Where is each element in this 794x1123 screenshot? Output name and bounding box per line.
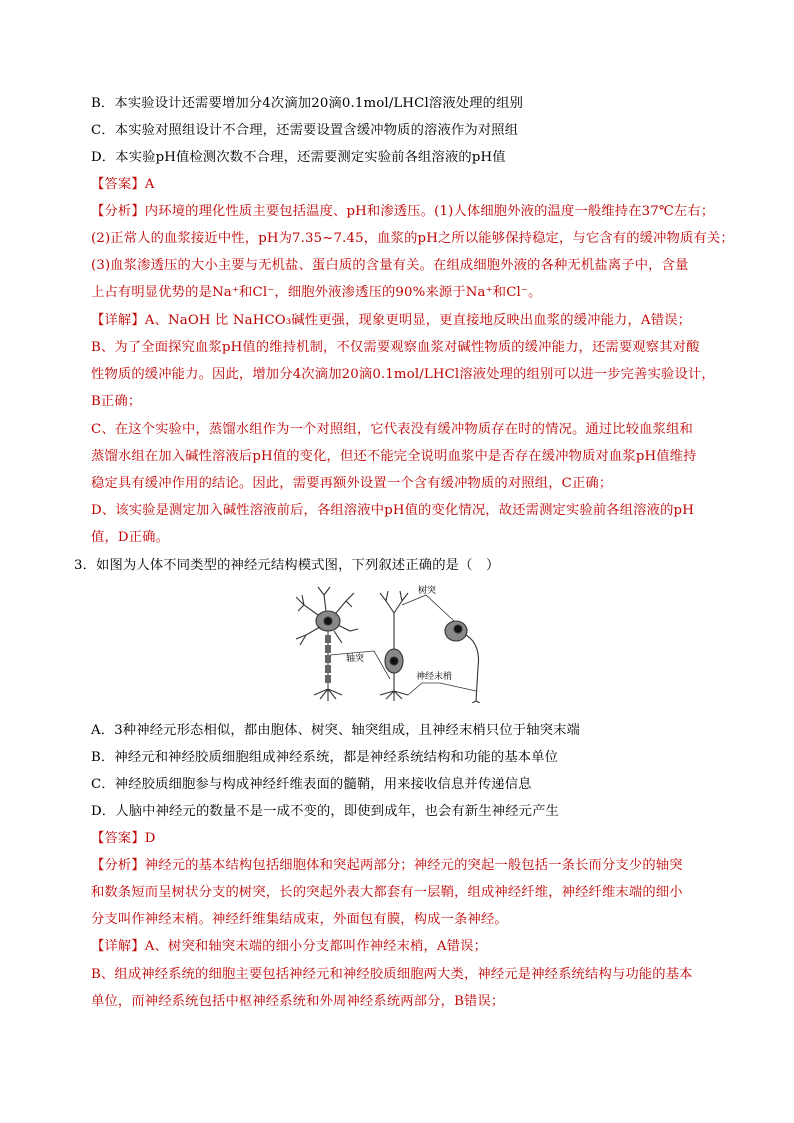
- q2-analysis-line-3: (3)血浆渗透压的大小主要与无机盐、蛋白质的含量有关。在组成细胞外液的各种无机盐离子中，含量: [91, 258, 689, 273]
- q2-detail-line-8: D、该实验是测定加入碱性溶液前后，各组溶液中pH值的变化情况，故还需测定实验前各组溶液的pH: [91, 503, 694, 518]
- q2-option-d: D．本实验pH值检测次数不合理，还需要测定实验前各组溶液的pH值: [91, 150, 506, 165]
- q3-analysis-line-3: 分支叫作神经末梢。神经纤维集结成束，外面包有膜，构成一条神经。: [91, 912, 508, 927]
- q3-analysis-text-1: 神经元的基本结构包括细胞体和突起两部分；神经元的突起一般包括一条长而分支少的轴突: [144, 858, 683, 873]
- q3-detail-tag: 【详解】: [91, 939, 145, 954]
- q3-detail-text-1: A、树突和轴突末端的细小分支都叫作神经末梢，A错误；: [144, 939, 488, 954]
- q3-detail-line-3: 单位，而神经系统包括中枢神经系统和外周神经系统两部分，B错误；: [91, 994, 505, 1009]
- neuron-multipolar: [296, 587, 358, 701]
- q2-detail-line-1: [91, 312, 731, 330]
- q3-analysis-line-1: [91, 857, 731, 875]
- q2-analysis-tag: 【分析】: [91, 204, 145, 219]
- q3-option-d: D．人脑中神经元的数量不是一成不变的，即使到成年，也会有新生神经元产生: [91, 804, 560, 819]
- label-nerve-ending: 神经末梢: [416, 672, 453, 682]
- q3-answer-value: D: [144, 831, 156, 846]
- q2-detail-line-9: 值，D正确。: [91, 530, 170, 545]
- q2-answer-tag: 【答案】: [91, 177, 145, 192]
- q2-detail-line-7: 稳定具有缓冲作用的结论。因此，需要再额外设置一个含有缓冲物质的对照组，C正确；: [91, 476, 613, 491]
- q3-answer-tag: 【答案】: [91, 831, 145, 846]
- q2-detail-line-2: B、为了全面探究血浆pH值的维持机制，不仅需要观察血浆对碱性物质的缓冲能力，还需要观察其对酸: [91, 340, 700, 355]
- q2-detail-line-4: B正确；: [91, 394, 142, 409]
- q3-analysis-tag: 【分析】: [91, 858, 145, 873]
- q2-detail-line-6: 蒸馏水组在加入碱性溶液后pH值的变化，但还不能完全说明血浆中是否存在缓冲物质对血浆pH值维持: [91, 449, 697, 464]
- q3-stem: 3．如图为人体不同类型的神经元结构模式图，下列叙述正确的是（ ）: [74, 558, 500, 573]
- q3-analysis-line-2: 和数条短而呈树状分支的树突，长的突起外表大都套有一层鞘，组成神经纤维，神经纤维末端的细小: [91, 885, 683, 900]
- q3-answer: [91, 830, 731, 848]
- q2-answer: [91, 176, 731, 194]
- label-lines: [330, 595, 476, 695]
- q3-detail-line-1: [91, 938, 731, 956]
- q3-option-c: C．神经胶质细胞参与构成神经纤维表面的髓鞘，用来接收信息并传递信息: [91, 777, 532, 792]
- q2-analysis-line-2: (2)正常人的血浆接近中性，pH为7.35~7.45，血浆的pH之所以能够保持稳定，与它含有的缓冲物质有关；: [91, 231, 734, 246]
- neuron-bipolar: [380, 591, 408, 701]
- q2-detail-line-5: C、在这个实验中，蒸馏水组作为一个对照组，它代表没有缓冲物质存在时的情况。通过比较血浆组和: [91, 422, 693, 437]
- q2-analysis-line-1: [91, 203, 731, 221]
- q3-detail-line-2: B、组成神经系统的细胞主要包括神经元和神经胶质细胞两大类，神经元是神经系统结构与功能的基本: [91, 967, 693, 982]
- q2-detail-tag: 【详解】: [91, 313, 145, 328]
- q2-detail-line-3: 性物质的缓冲能力。因此，增加分4次滴加20滴0.1mol/LHCl溶液处理的组别可以进一步完善实验设计，: [91, 367, 715, 382]
- q2-detail-text-1: A、NaOH 比 NaHCO₃碱性更强，现象更明显，更直接地反映出血浆的缓冲能力，A错误；: [144, 313, 692, 328]
- q2-analysis-text-1: 内环境的理化性质主要包括温度、pH和渗透压。(1)人体细胞外液的温度一般维持在37℃左右；: [144, 204, 715, 219]
- q2-option-c: C．本实验对照组设计不合理，还需要设置含缓冲物质的溶液作为对照组: [91, 123, 519, 138]
- label-dendrite: 树突: [418, 586, 437, 596]
- label-axon: 轴突: [346, 654, 365, 664]
- q2-option-b: B．本实验设计还需要增加分4次滴加20滴0.1mol/LHCl溶液处理的组别: [91, 96, 524, 111]
- neuron-figure: [290, 583, 506, 703]
- q3-option-b: B．神经元和神经胶质细胞组成神经系统，都是神经系统结构和功能的基本单位: [91, 750, 559, 765]
- q2-answer-value: A: [144, 177, 155, 192]
- q3-option-a: A．3种神经元形态相似，都由胞体、树突、轴突组成，且神经末梢只位于轴突末端: [91, 723, 581, 738]
- q2-analysis-line-4: 上占有明显优势的是Na⁺和Cl⁻，细胞外液渗透压的90%来源于Na⁺和Cl⁻。: [91, 285, 542, 300]
- neuron-diagram: [290, 583, 506, 703]
